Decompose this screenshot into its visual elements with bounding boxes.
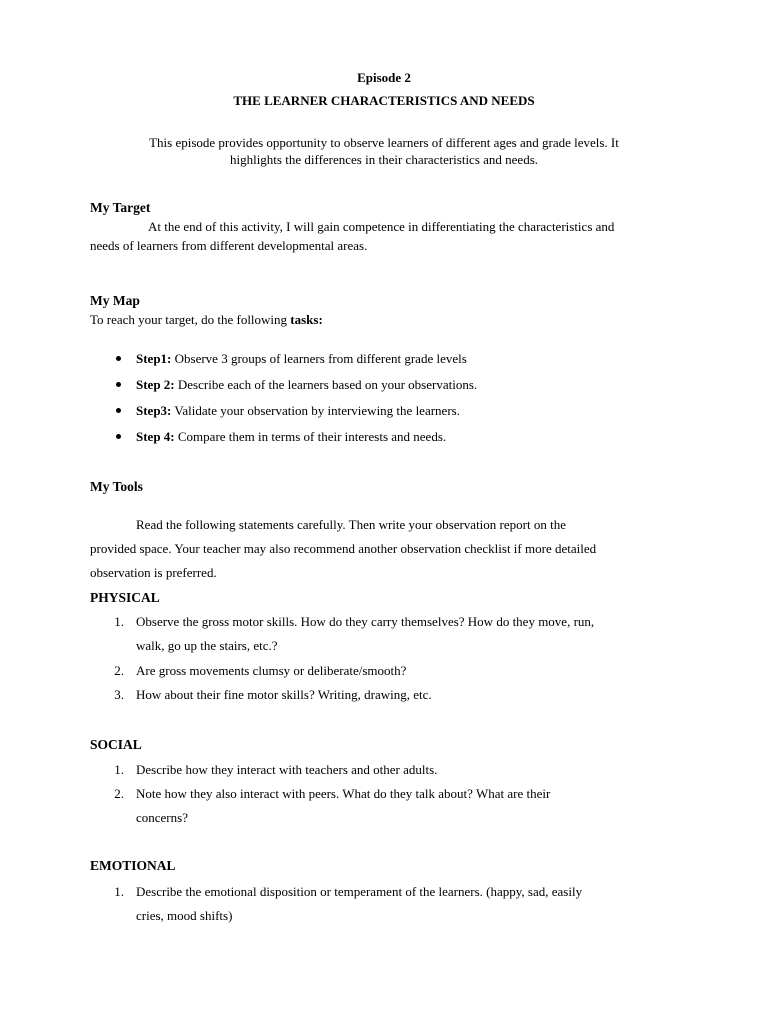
step-label: Step1: [136,351,172,366]
list-number: 2. [114,663,124,678]
step-label: Step3: [136,403,172,418]
map-intro [90,311,323,329]
target-line-1: At the end of this activity, I will gain competence in differentiating the characteristics and [148,219,615,234]
map-intro-text: To reach your target, do the following [90,312,291,327]
list-item: How about their fine motor skills? Writing, drawing, etc. [136,687,432,702]
step-text: Describe each of the learners based on your observations. [174,377,478,392]
step-label: Step 2: [136,377,175,392]
list-number: 2. [114,786,124,801]
list-item: Describe how they interact with teachers and other adults. [136,762,438,777]
step-item [136,350,467,368]
physical-heading: PHYSICAL [90,590,160,605]
list-item: Note how they also interact with peers. What do they talk about? What are their [136,786,551,801]
list-number: 1. [114,614,124,629]
step-item [136,402,460,420]
bullet-icon [116,434,121,439]
bullet-icon [116,356,121,361]
map-intro-tasks: tasks: [290,312,323,327]
intro-line-1: This episode provides opportunity to observe learners of different ages and grade levels. It [149,135,619,150]
step-text: Validate your observation by interviewing the learners. [171,403,460,418]
page-title: THE LEARNER CHARACTERISTICS AND NEEDS [233,93,535,108]
list-item-continued: walk, go up the stairs, etc.? [136,638,278,653]
step-text: Observe 3 groups of learners from different grade levels [171,351,467,366]
list-number: 3. [114,687,124,702]
list-item-continued: concerns? [136,810,188,825]
step-item [136,376,477,394]
list-number: 1. [114,762,124,777]
list-item: Observe the gross motor skills. How do they carry themselves? How do they move, run, [136,614,595,629]
target-line-2: needs of learners from different developmental areas. [90,238,368,253]
list-item: Describe the emotional disposition or temperament of the learners. (happy, sad, easily [136,884,583,899]
episode-label: Episode 2 [357,70,411,85]
intro-line-2: highlights the differences in their characteristics and needs. [229,152,539,167]
list-number: 1. [114,884,124,899]
social-heading: SOCIAL [90,737,142,752]
step-item [136,428,446,446]
map-heading: My Map [90,293,140,308]
list-item-continued: cries, mood shifts) [136,908,233,923]
step-text: Compare them in terms of their interests and needs. [174,429,447,444]
bullet-icon [116,408,121,413]
tools-heading: My Tools [90,479,143,494]
emotional-heading: EMOTIONAL [90,858,176,873]
step-label: Step 4: [136,429,175,444]
tools-line-3: observation is preferred. [90,565,217,580]
tools-line-1: Read the following statements carefully. Then write your observation report on the [136,517,566,532]
tools-line-2: provided space. Your teacher may also recommend another observation checklist if more detailed [90,541,597,556]
list-item: Are gross movements clumsy or deliberate/smooth? [136,663,407,678]
target-heading: My Target [90,200,151,215]
bullet-icon [116,382,121,387]
